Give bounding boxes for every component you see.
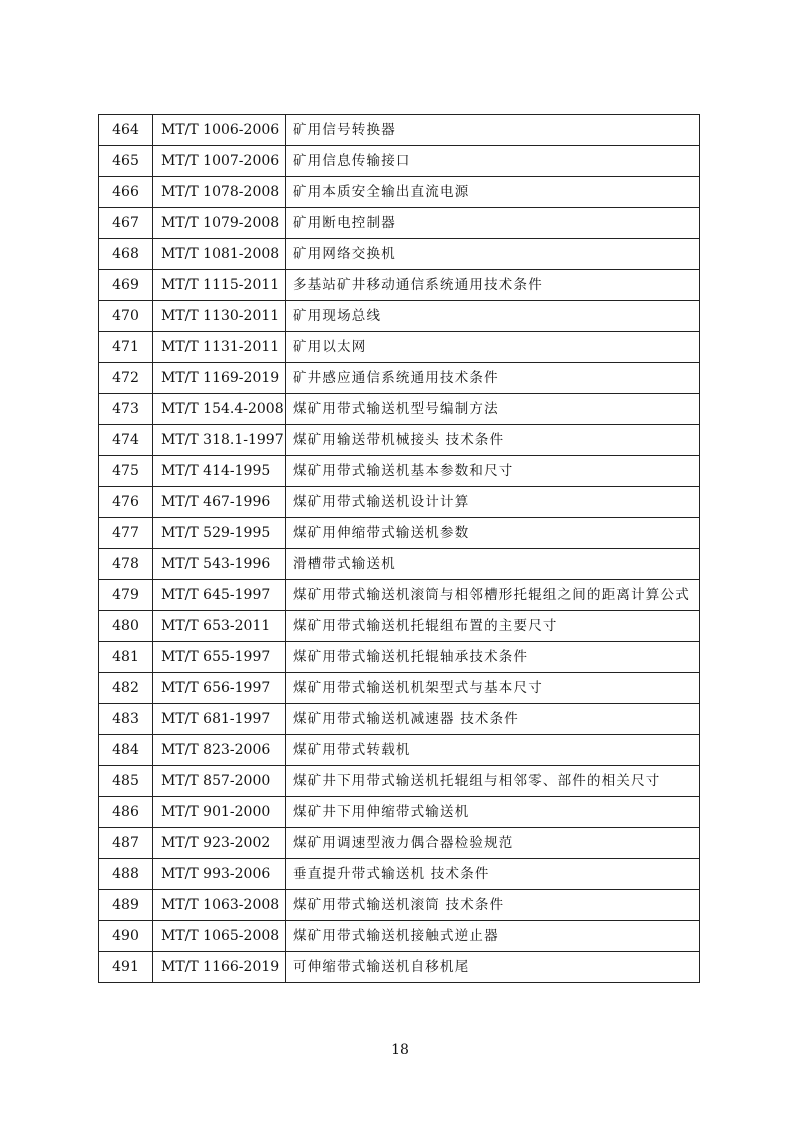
table-row — [99, 611, 700, 642]
standard-code-cell: MT/T 681-1997 — [153, 704, 286, 735]
row-number-cell: 477 — [99, 518, 153, 549]
standard-code-cell: MT/T 467-1996 — [153, 487, 286, 518]
row-number-cell: 487 — [99, 828, 153, 859]
table-row — [99, 921, 700, 952]
table-row — [99, 301, 700, 332]
row-number-cell: 488 — [99, 859, 153, 890]
row-number-cell: 484 — [99, 735, 153, 766]
table-row — [99, 797, 700, 828]
row-number-cell: 482 — [99, 673, 153, 704]
row-number-cell: 478 — [99, 549, 153, 580]
standard-code-cell: MT/T 655-1997 — [153, 642, 286, 673]
standard-name-cell: 矿用网络交换机 — [286, 239, 700, 270]
row-number-cell: 485 — [99, 766, 153, 797]
table-row — [99, 518, 700, 549]
row-number-cell: 466 — [99, 177, 153, 208]
standard-code-cell: MT/T 1115-2011 — [153, 270, 286, 301]
table-row — [99, 580, 700, 611]
standard-code-cell: MT/T 1065-2008 — [153, 921, 286, 952]
row-number-cell: 475 — [99, 456, 153, 487]
standard-code-cell: MT/T 529-1995 — [153, 518, 286, 549]
standard-code-cell: MT/T 1006-2006 — [153, 115, 286, 146]
table-row — [99, 208, 700, 239]
standard-code-cell: MT/T 1079-2008 — [153, 208, 286, 239]
standards-table — [98, 114, 700, 983]
row-number-cell: 470 — [99, 301, 153, 332]
table-row — [99, 828, 700, 859]
row-number-cell: 480 — [99, 611, 153, 642]
standard-name-cell: 煤矿井下用带式输送机托辊组与相邻零、部件的相关尺寸 — [286, 766, 700, 797]
table-row — [99, 735, 700, 766]
page-number: 18 — [391, 1042, 409, 1058]
row-number-cell: 469 — [99, 270, 153, 301]
row-number-cell: 491 — [99, 952, 153, 983]
table-row — [99, 673, 700, 704]
standard-code-cell: MT/T 414-1995 — [153, 456, 286, 487]
table-row — [99, 642, 700, 673]
standard-code-cell: MT/T 857-2000 — [153, 766, 286, 797]
standard-code-cell: MT/T 993-2006 — [153, 859, 286, 890]
table-row — [99, 363, 700, 394]
standard-name-cell: 煤矿用带式输送机托辊组布置的主要尺寸 — [286, 611, 700, 642]
table-row — [99, 704, 700, 735]
standard-name-cell: 多基站矿井移动通信系统通用技术条件 — [286, 270, 700, 301]
table-row — [99, 239, 700, 270]
standard-code-cell: MT/T 1078-2008 — [153, 177, 286, 208]
standard-name-cell: 矿井感应通信系统通用技术条件 — [286, 363, 700, 394]
standard-name-cell: 煤矿用带式输送机机架型式与基本尺寸 — [286, 673, 700, 704]
table-row — [99, 394, 700, 425]
row-number-cell: 467 — [99, 208, 153, 239]
row-number-cell: 490 — [99, 921, 153, 952]
standard-name-cell: 矿用断电控制器 — [286, 208, 700, 239]
standard-name-cell: 煤矿用带式转载机 — [286, 735, 700, 766]
row-number-cell: 476 — [99, 487, 153, 518]
row-number-cell: 473 — [99, 394, 153, 425]
standard-name-cell: 矿用现场总线 — [286, 301, 700, 332]
table-row — [99, 859, 700, 890]
row-number-cell: 464 — [99, 115, 153, 146]
table-row — [99, 270, 700, 301]
standard-name-cell: 煤矿井下用伸缩带式输送机 — [286, 797, 700, 828]
standard-name-cell: 滑槽带式输送机 — [286, 549, 700, 580]
standard-code-cell: MT/T 645-1997 — [153, 580, 286, 611]
table-row — [99, 115, 700, 146]
standard-name-cell: 煤矿用带式输送机设计计算 — [286, 487, 700, 518]
row-number-cell: 489 — [99, 890, 153, 921]
standard-name-cell: 煤矿用带式输送机托辊轴承技术条件 — [286, 642, 700, 673]
row-number-cell: 483 — [99, 704, 153, 735]
standard-code-cell: MT/T 318.1-1997 — [153, 425, 286, 456]
row-number-cell: 465 — [99, 146, 153, 177]
standard-name-cell: 矿用本质安全输出直流电源 — [286, 177, 700, 208]
standard-code-cell: MT/T 823-2006 — [153, 735, 286, 766]
standard-code-cell: MT/T 901-2000 — [153, 797, 286, 828]
row-number-cell: 471 — [99, 332, 153, 363]
standard-name-cell: 煤矿用调速型液力偶合器检验规范 — [286, 828, 700, 859]
standard-name-cell: 矿用信息传输接口 — [286, 146, 700, 177]
table-row — [99, 146, 700, 177]
row-number-cell: 468 — [99, 239, 153, 270]
row-number-cell: 474 — [99, 425, 153, 456]
standard-code-cell: MT/T 923-2002 — [153, 828, 286, 859]
standard-name-cell: 煤矿用带式输送机滚筒与相邻槽形托辊组之间的距离计算公式 — [286, 580, 700, 611]
standard-code-cell: MT/T 656-1997 — [153, 673, 286, 704]
standard-name-cell: 可伸缩带式输送机自移机尾 — [286, 952, 700, 983]
row-number-cell: 472 — [99, 363, 153, 394]
table-row — [99, 952, 700, 983]
table-row — [99, 890, 700, 921]
standard-code-cell: MT/T 1063-2008 — [153, 890, 286, 921]
standard-name-cell: 垂直提升带式输送机 技术条件 — [286, 859, 700, 890]
standard-code-cell: MT/T 653-2011 — [153, 611, 286, 642]
standard-name-cell: 煤矿用输送带机械接头 技术条件 — [286, 425, 700, 456]
standard-name-cell: 矿用以太网 — [286, 332, 700, 363]
standard-code-cell: MT/T 1007-2006 — [153, 146, 286, 177]
standard-code-cell: MT/T 543-1996 — [153, 549, 286, 580]
standard-name-cell: 煤矿用伸缩带式输送机参数 — [286, 518, 700, 549]
table-row — [99, 177, 700, 208]
table-row — [99, 487, 700, 518]
standard-code-cell: MT/T 1131-2011 — [153, 332, 286, 363]
table-row — [99, 456, 700, 487]
standard-code-cell: MT/T 1166-2019 — [153, 952, 286, 983]
table-row — [99, 549, 700, 580]
standard-code-cell: MT/T 1081-2008 — [153, 239, 286, 270]
table-row — [99, 766, 700, 797]
standard-name-cell: 矿用信号转换器 — [286, 115, 700, 146]
row-number-cell: 481 — [99, 642, 153, 673]
standard-code-cell: MT/T 1130-2011 — [153, 301, 286, 332]
standard-name-cell: 煤矿用带式输送机滚筒 技术条件 — [286, 890, 700, 921]
table-row — [99, 332, 700, 363]
standards-table-body — [99, 115, 700, 983]
standard-name-cell: 煤矿用带式输送机接触式逆止器 — [286, 921, 700, 952]
row-number-cell: 479 — [99, 580, 153, 611]
row-number-cell: 486 — [99, 797, 153, 828]
standard-name-cell: 煤矿用带式输送机基本参数和尺寸 — [286, 456, 700, 487]
standard-name-cell: 煤矿用带式输送机型号编制方法 — [286, 394, 700, 425]
standard-code-cell: MT/T 154.4-2008 — [153, 394, 286, 425]
standard-name-cell: 煤矿用带式输送机减速器 技术条件 — [286, 704, 700, 735]
standard-code-cell: MT/T 1169-2019 — [153, 363, 286, 394]
table-row — [99, 425, 700, 456]
